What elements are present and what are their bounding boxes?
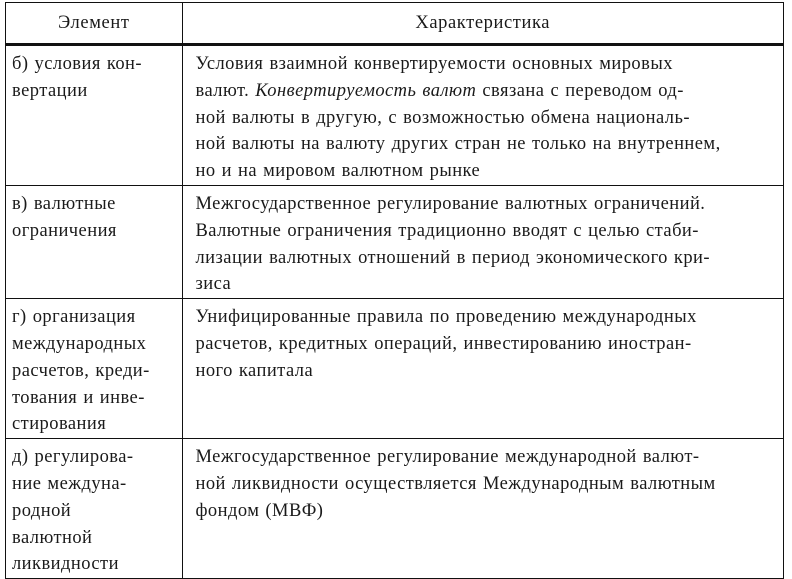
table-row-liquidity-regulation: [6, 439, 783, 578]
characteristic-text-line: лизации валютных отношений в период экономического кри-: [195, 247, 711, 268]
text-segment: связана с переводом од-: [476, 80, 684, 101]
characteristic-cell: [182, 185, 783, 298]
element-cell: [6, 45, 182, 186]
characteristic-text-line: Межгосударственное регулирование международной валют-: [195, 447, 700, 468]
element-text-line: международных: [12, 333, 147, 354]
characteristic-text-line: [196, 78, 776, 105]
characteristic-cell: [182, 299, 783, 439]
element-text-line: в) валютные: [12, 193, 116, 214]
column-header-characteristic: Характеристика: [182, 3, 783, 45]
element-cell: [6, 299, 182, 439]
element-text-line: ограничения: [12, 220, 117, 241]
characteristic-text-line: ной валюты в другую, с возможностью обмена националь-: [195, 107, 690, 128]
element-text-line: вертации: [12, 80, 88, 101]
table-grid: [6, 3, 783, 578]
characteristic-text-line: ной валюты на валюту других стран не только на внутреннем,: [195, 134, 721, 155]
characteristic-cell: [182, 45, 783, 186]
table-row-currency-restrictions: [6, 185, 783, 298]
element-text-line: родной: [12, 500, 72, 521]
characteristic-cell: [182, 439, 783, 578]
element-text-line: тования и инве-: [12, 387, 145, 408]
element-cell: [6, 185, 182, 298]
table-row-international-settlements: [6, 299, 783, 439]
element-text-line: стирования: [12, 414, 107, 435]
characteristic-text-line: но и на мировом валютном рынке: [195, 161, 481, 182]
currency-system-elements-table: [5, 2, 784, 579]
table-row-convertibility: [6, 45, 783, 186]
header-row: [6, 3, 783, 45]
characteristic-text-line: Условия взаимной конвертируемости основных мировых: [195, 54, 673, 74]
element-text-line: б) условия кон-: [12, 54, 143, 74]
table-header: [6, 3, 783, 45]
element-cell: [6, 439, 182, 578]
characteristic-text-line: Валютные ограничения традиционно вводят с целью стаби-: [195, 220, 699, 241]
element-text-line: г) организация: [12, 307, 136, 328]
element-text-line: валютной: [12, 527, 93, 548]
italic-term: Конвертируемость валют: [255, 80, 477, 101]
element-text-line: д) регулирова-: [12, 447, 134, 468]
element-text-line: ние междуна-: [12, 473, 127, 494]
characteristic-text-line: Унифицированные правила по проведению международных: [195, 307, 697, 328]
characteristic-text-line: Межгосударственное регулирование валютных ограничений.: [195, 193, 706, 214]
column-header-element: Элемент: [6, 3, 182, 45]
element-text-line: расчетов, креди-: [12, 360, 150, 381]
text-segment: валют.: [195, 80, 256, 101]
characteristic-text-line: расчетов, кредитных операций, инвестированию иностран-: [195, 333, 692, 354]
characteristic-text-line: фондом (МВФ): [195, 500, 324, 521]
characteristic-text-line: зиса: [195, 274, 232, 295]
element-text-line: ликвидности: [12, 554, 119, 575]
characteristic-text-line: ной ликвидности осуществляется Международным валютным: [195, 473, 716, 494]
table-body: [6, 45, 783, 579]
characteristic-text-line: ного капитала: [195, 360, 314, 381]
